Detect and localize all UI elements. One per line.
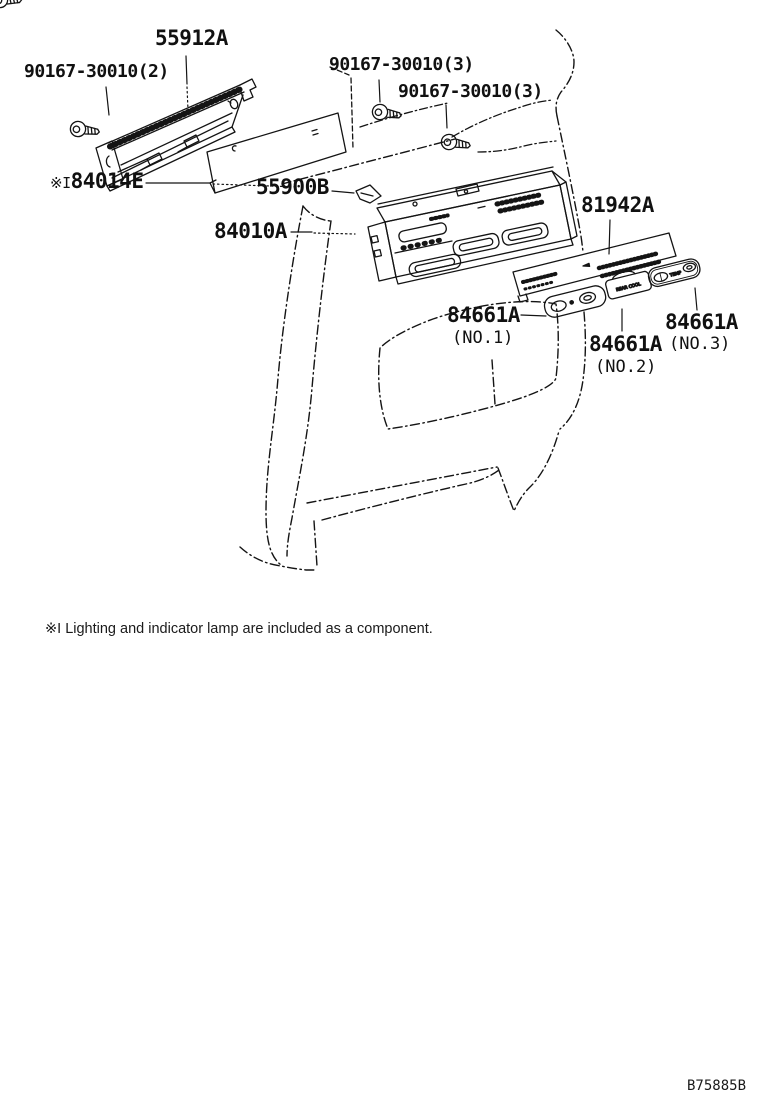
label-55900b: 55900B bbox=[256, 175, 329, 199]
label-84010a: 84010A bbox=[214, 219, 287, 243]
switch-no3-face-text: TEMP bbox=[669, 270, 683, 279]
label-84661a-no1-sub: (NO.1) bbox=[452, 328, 514, 348]
footnote: ※I Lighting and indicator lamp are included as a component. bbox=[45, 621, 433, 637]
label-81942a: 81942A bbox=[581, 193, 654, 217]
label-84661a-no2: 84661A bbox=[589, 332, 662, 356]
switch-no2-drawing bbox=[604, 266, 652, 299]
screw-icon bbox=[69, 120, 100, 139]
label-84661a-no1: 84661A bbox=[447, 303, 520, 327]
switch-no2-face-text: REAR COOL bbox=[615, 282, 642, 294]
control-panel-84010a-drawing bbox=[368, 167, 577, 284]
construction-lines bbox=[330, 67, 556, 152]
screw-icon bbox=[440, 133, 471, 153]
label-90167-30010-3-lower: 90167-30010(3) bbox=[398, 81, 543, 102]
screw-icon bbox=[371, 103, 402, 123]
clip-55900b-drawing bbox=[356, 185, 381, 203]
label-84661a-no2-sub: (NO.2) bbox=[595, 357, 657, 377]
label-84014e-number: 84014E bbox=[70, 169, 144, 193]
label-90167-30010-2: 90167-30010(2) bbox=[24, 61, 169, 82]
label-84014e-prefix: ※I bbox=[50, 174, 71, 192]
switch-no1-drawing bbox=[542, 284, 607, 319]
switch-panel-81942a-drawing bbox=[513, 233, 676, 302]
label-84661a-no3-sub: (NO.3) bbox=[669, 334, 731, 354]
figure-code: B75885B bbox=[687, 1078, 747, 1094]
label-55912a: 55912A bbox=[155, 26, 228, 50]
label-90167-30010-3-upper: 90167-30010(3) bbox=[329, 54, 474, 75]
label-84661a-no3: 84661A bbox=[665, 310, 738, 334]
label-84014e bbox=[50, 171, 143, 192]
